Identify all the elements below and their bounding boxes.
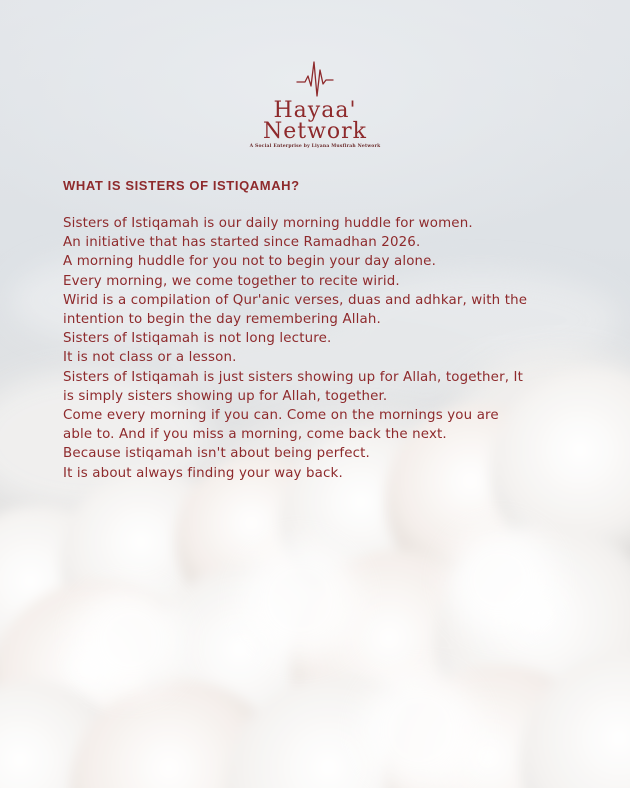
body-line: It is about always finding your way back.: [63, 465, 343, 481]
body-line: Because istiqamah isn't about being perfect.: [63, 446, 370, 462]
body-line: Come every morning if you can. Come on the mornings you are: [63, 408, 499, 424]
body-line: Sisters of Istiqamah is just sisters showing up for Allah, together, It: [63, 369, 524, 385]
logo: [0, 56, 630, 149]
body-line: An initiative that has started since Ramadhan 2026.: [63, 235, 421, 251]
heartbeat-pulse-icon: [293, 56, 337, 100]
body-line: Sisters of Istiqamah is our daily morning huddle for women.: [63, 216, 473, 231]
body-line: intention to begin the day remembering Allah.: [63, 312, 381, 328]
body-line: It is not class or a lesson.: [63, 350, 237, 366]
content: [63, 178, 603, 483]
logo-wordmark-line2: Network: [262, 119, 368, 144]
body-line: Every morning, we come together to recite wirid.: [63, 273, 400, 289]
page-title: WHAT IS SISTERS OF ISTIQAMAH?: [63, 178, 300, 193]
body-line: Sisters of Istiqamah is not long lecture.: [63, 331, 332, 347]
logo-tagline: A Social Enterprise by Liyana Musfirah Network: [249, 144, 381, 149]
body-line: able to. And if you miss a morning, come back the next.: [63, 427, 447, 443]
logo-wordmark-line1: Hayaa': [273, 98, 357, 123]
body-text: [63, 214, 603, 483]
body-line: A morning huddle for you not to begin your day alone.: [63, 254, 436, 270]
body-line: is simply sisters showing up for Allah, together.: [63, 388, 388, 404]
body-line: Wirid is a compilation of Qur'anic verses, duas and adhkar, with the: [63, 292, 528, 308]
